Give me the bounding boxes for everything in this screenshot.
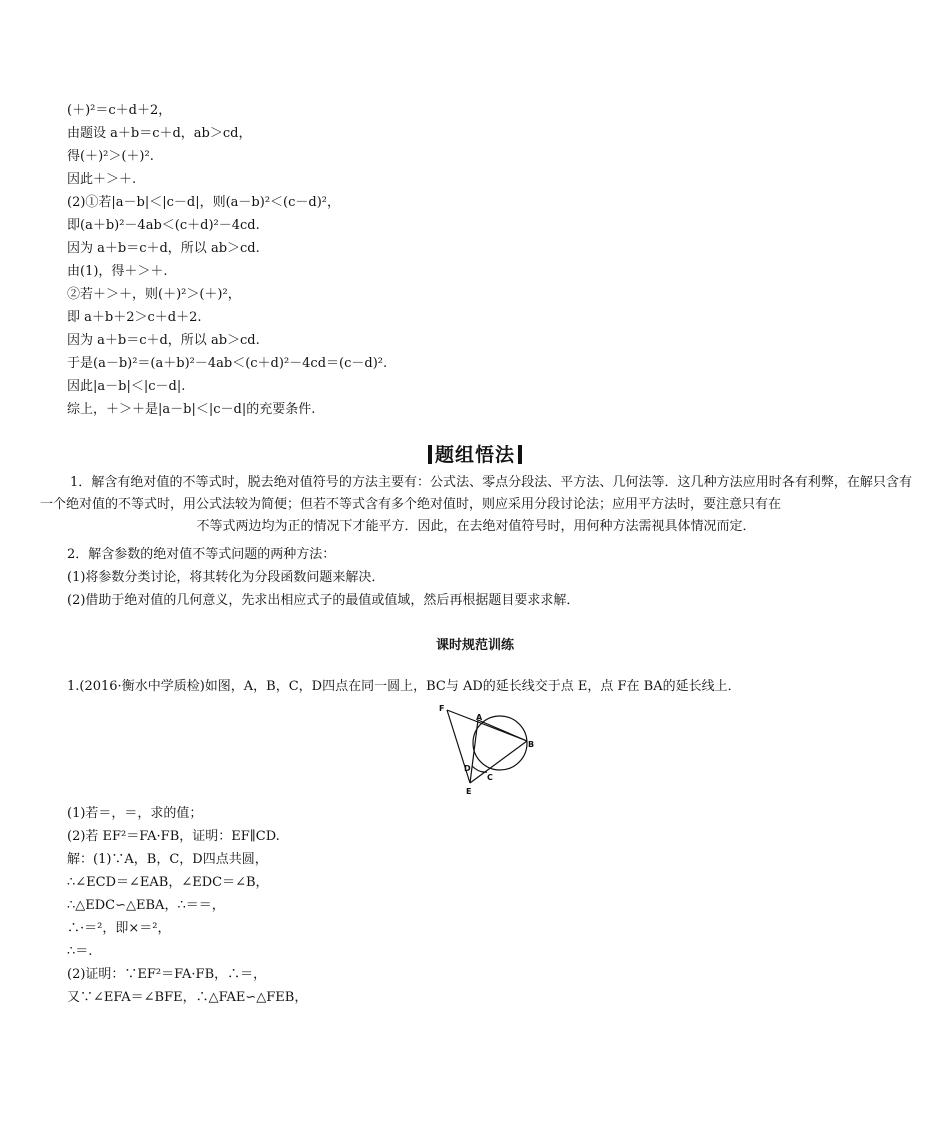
section-heading-text: 题组悟法: [434, 444, 515, 466]
solution-line: ∴△EDC∽△EBA，∴＝＝，: [67, 898, 225, 913]
tip-paragraph-4: (2)借助于绝对值的几何意义，先求出相应式子的最值或值域，然后再根据题目要求求解．: [67, 593, 580, 608]
solution-line: ∴·＝²，即×＝²，: [67, 921, 171, 936]
solution-line: (2)证明：∵EF²＝FA·FB，∴＝，: [67, 967, 267, 982]
tip-paragraph-3: (1)将参数分类讨论，将其转化为分段函数问题来解决．: [67, 570, 385, 585]
section-subtitle: 课时规范训练: [435, 638, 514, 653]
line-ab: [478, 720, 527, 741]
geometry-figure: [435, 703, 545, 798]
solution-line: 解：(1)∵A，B，C，D四点共圆，: [67, 852, 268, 867]
solution-line: 于是(a－b)²＝(a＋b)²－4ab＜(c＋d)²－4cd＝(c－d)².: [67, 356, 388, 371]
solution-line: ②若＋＞＋，则(＋)²＞(＋)²，: [67, 287, 241, 302]
solution-line: ∴＝.: [67, 944, 93, 959]
solution-line: (2)若 EF²＝FA·FB，证明：EF∥CD.: [67, 829, 280, 844]
problem-statement: 1.(2016·衡水中学质检)如图，A，B，C，D四点在同一圆上，BC与 AD的延长线交于点 E，点 F在 BA的延长线上．: [67, 679, 741, 694]
tip-paragraph-1-text: 1．解含有绝对值的不等式时，脱去绝对值符号的方法主要有：公式法、零点分段法、平方法、几何法等．这几种方法应用时各有利弊，在解只含有一个绝对值的不等式时，用公式法较为简便；但若不等式含有多个绝对值时，则应采用分段讨论法；应用平方法时，要注意只有在: [40, 475, 912, 512]
solution-line: 得(＋)²＞(＋)².: [67, 149, 154, 164]
label-f: F: [439, 704, 445, 713]
line-ae: [470, 720, 478, 783]
tip-paragraph-2: 2．解含参数的绝对值不等式问题的两种方法：: [67, 547, 336, 562]
solution-line: 因为 a＋b＝c＋d，所以 ab＞cd.: [67, 241, 260, 256]
heading-bar-right: [518, 445, 522, 464]
heading-bar-left: [428, 445, 432, 464]
solution-line: (2)①若|a－b|＜|c－d|，则(a－b)²＜(c－d)²，: [67, 195, 340, 210]
solution-line: 因为 a＋b＝c＋d，所以 ab＞cd.: [67, 333, 260, 348]
solution-line: 由(1)，得＋＞＋.: [67, 264, 168, 279]
solution-line: 即(a＋b)²－4ab＜(c＋d)²－4cd.: [67, 218, 260, 233]
circle: [473, 716, 527, 770]
solution-line: 因此|a－b|＜|c－d|.: [67, 379, 186, 394]
line-dc: [472, 766, 487, 772]
label-c: C: [487, 773, 493, 782]
solution-line: 即 a＋b＋2＞c＋d＋2.: [67, 310, 202, 325]
label-b: B: [528, 740, 535, 749]
solution-line: (＋)²＝c＋d＋2，: [67, 103, 172, 118]
solution-line: ∴∠ECD＝∠EAB，∠EDC＝∠B，: [67, 875, 269, 890]
tip-paragraph-1: [40, 472, 912, 516]
label-d: D: [464, 764, 471, 773]
solution-line: 因此＋＞＋.: [67, 172, 137, 187]
label-e: E: [466, 787, 472, 796]
solution-line: (1)若＝，＝，求的值；: [67, 806, 203, 821]
solution-line: 由题设 a＋b＝c＋d，ab＞cd，: [67, 126, 252, 141]
solution-line: 又∵∠EFA＝∠BFE，∴△FAE∽△FEB，: [67, 990, 308, 1005]
label-a: A: [476, 713, 483, 722]
section-heading: [0, 440, 950, 467]
tip-paragraph-1-end: [40, 516, 912, 538]
tip-paragraph-1-last-line: 不等式两边均为正的情况下才能平方．因此，在去绝对值符号时，用何种方法需视具体情况而定．: [196, 519, 756, 534]
solution-line: 综上，＋＞＋是|a－b|＜|c－d|的充要条件.: [67, 402, 316, 417]
